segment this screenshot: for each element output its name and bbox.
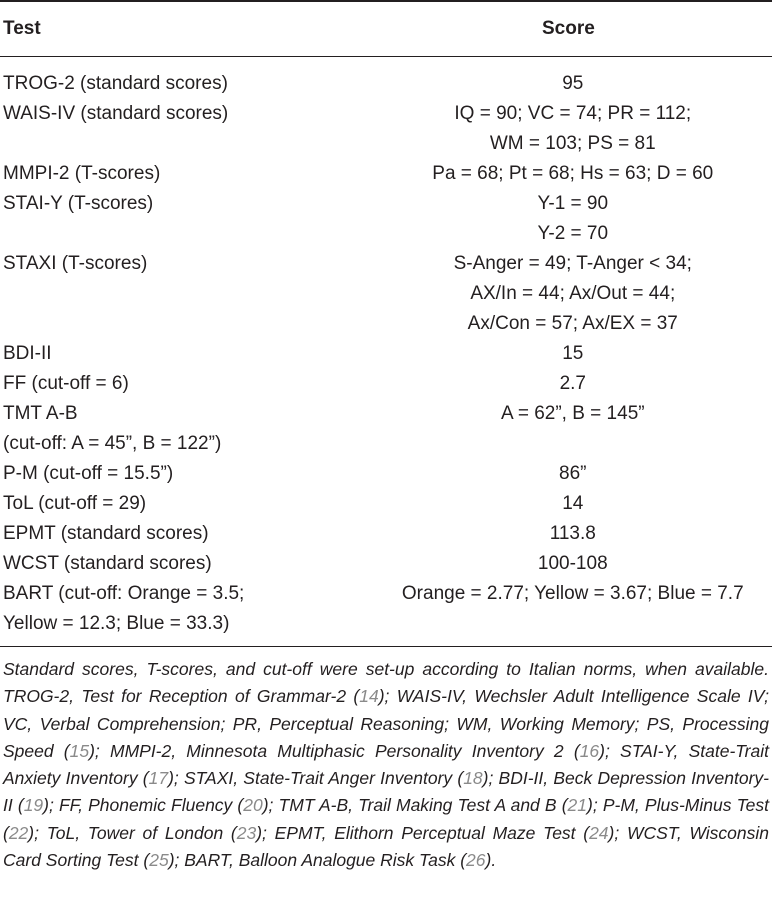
score-line: Y-2 = 70 — [537, 223, 609, 244]
table-row — [0, 579, 772, 639]
table-row — [0, 459, 772, 489]
score-line: 113.8 — [549, 523, 596, 544]
table-row — [0, 549, 772, 579]
score-line: S-Anger = 49; T-Anger < 34; — [453, 253, 692, 274]
test-name-line: ToL (cut-off = 29) — [3, 493, 147, 514]
score-line: WM = 103; PS = 81 — [489, 133, 656, 154]
footnote-text: ); ToL, Tower of London ( — [28, 822, 237, 843]
reference-link[interactable]: 24 — [589, 822, 609, 843]
footnote-text: ); STAI-Y, State-Trait Anxiety Inventory ( — [3, 740, 769, 789]
score-line: 100-108 — [537, 553, 608, 574]
score-line: Ax/Con = 57; Ax/EX = 37 — [467, 313, 678, 334]
score-line: 95 — [562, 73, 584, 94]
test-name-line: WAIS-IV (standard scores) — [3, 103, 229, 124]
test-name-cell — [0, 369, 374, 399]
test-name-cell — [0, 99, 374, 129]
table-row — [0, 519, 772, 549]
footnote-text: ); WAIS-IV, Wechsler Adult Intelligence Scale IV; VC, Verbal Comprehension; PR, Perceptual Reasoning; WM, Working Memory; PS, Processing Speed ( — [3, 686, 769, 761]
score-line: 86” — [559, 463, 587, 484]
score-cell — [374, 339, 772, 369]
footnote-text: ); WCST, Wisconsin Card Sorting Test ( — [3, 822, 770, 871]
test-name-line: P-M (cut-off = 15.5”) — [3, 463, 174, 484]
score-line: 2.7 — [559, 373, 586, 394]
reference-link[interactable]: 17 — [148, 768, 169, 789]
table-row — [0, 99, 772, 159]
test-name-cell — [0, 69, 374, 99]
table-row — [0, 189, 772, 249]
score-cell — [374, 519, 772, 549]
reference-link[interactable]: 19 — [23, 795, 44, 816]
table-top-rule — [0, 0, 772, 2]
table-footnote — [3, 656, 769, 874]
test-name-line: WCST (standard scores) — [3, 553, 212, 574]
reference-link[interactable]: 25 — [149, 850, 169, 871]
test-name-cell — [0, 459, 374, 489]
test-name-cell — [0, 489, 374, 519]
score-cell — [374, 369, 772, 399]
table-row — [0, 69, 772, 99]
test-name-cell — [0, 249, 374, 279]
test-name-line: MMPI-2 (T-scores) — [3, 163, 161, 184]
test-name-line: (cut-off: A = 45”, B = 122”) — [3, 433, 222, 454]
reference-link[interactable]: 21 — [567, 795, 588, 816]
reference-link[interactable]: 15 — [69, 740, 90, 761]
score-cell — [374, 459, 772, 489]
reference-link[interactable]: 20 — [243, 795, 263, 816]
reference-link[interactable]: 23 — [236, 822, 257, 843]
table-header-rule — [0, 56, 772, 57]
column-header-test: Test — [3, 18, 41, 39]
score-line: 15 — [562, 343, 584, 364]
column-header-score: Score — [542, 18, 595, 39]
score-cell — [374, 159, 772, 189]
reference-link[interactable]: 22 — [8, 822, 29, 843]
test-name-line: STAI-Y (T-scores) — [3, 193, 154, 214]
footnote-text: ); FF, Phonemic Fluency ( — [43, 795, 244, 816]
test-name-line: TMT A-B — [3, 403, 78, 424]
test-name-cell — [0, 339, 374, 369]
test-name-line: TROG-2 (standard scores) — [3, 73, 228, 94]
table-row — [0, 249, 772, 339]
score-line: Y-1 = 90 — [537, 193, 609, 214]
score-cell — [374, 579, 772, 609]
test-name-line: STAXI (T-scores) — [3, 253, 148, 274]
score-cell — [374, 189, 772, 249]
score-cell — [374, 99, 772, 159]
score-line: 14 — [562, 493, 584, 514]
test-name-cell — [0, 519, 374, 549]
footnote-text: Standard scores, T-scores, and cut-off were set-up according to Italian norms, when available. TROG-2, Test for Reception of Grammar-2 ( — [3, 659, 769, 707]
test-name-cell — [0, 399, 374, 459]
score-cell — [374, 549, 772, 579]
test-name-line: FF (cut-off = 6) — [3, 373, 129, 394]
table-bottom-rule — [0, 646, 772, 647]
table-row — [0, 369, 772, 399]
footnote-text: ); BDI-II, Beck Depression Inventory-II ( — [3, 768, 769, 816]
footnote-text: ). — [485, 850, 497, 871]
test-name-cell — [0, 549, 374, 579]
test-name-cell — [0, 159, 374, 189]
test-name-cell — [0, 579, 374, 639]
reference-link[interactable]: 16 — [579, 740, 600, 761]
footnote-text: ); EPMT, Elithorn Perceptual Maze Test ( — [256, 822, 590, 843]
test-name-line: BDI-II — [3, 343, 52, 364]
score-line: AX/In = 44; Ax/Out = 44; — [470, 283, 676, 304]
score-cell — [374, 249, 772, 339]
reference-link[interactable]: 14 — [359, 686, 379, 707]
footnote-text: ); P-M, Plus-Minus Test ( — [3, 795, 770, 843]
score-cell — [374, 489, 772, 519]
table-row — [0, 399, 772, 459]
score-line: Orange = 2.77; Yellow = 3.67; Blue = 7.7 — [401, 583, 744, 604]
test-name-line: BART (cut-off: Orange = 3.5; — [3, 583, 245, 604]
score-cell — [374, 69, 772, 99]
table-row — [0, 489, 772, 519]
footnote-text: ); TMT A-B, Trail Making Test A and B ( — [262, 795, 568, 816]
footnote-text: ); BART, Balloon Analogue Risk Task ( — [168, 850, 467, 871]
score-line: A = 62”, B = 145” — [500, 403, 645, 424]
score-line: IQ = 90; VC = 74; PR = 112; — [454, 103, 692, 124]
reference-link[interactable]: 18 — [463, 768, 483, 789]
score-cell — [374, 399, 772, 429]
table-row — [0, 159, 772, 189]
footnote-text: ); MMPI-2, Minnesota Multiphasic Personality Inventory 2 ( — [89, 740, 580, 761]
score-line: Pa = 68; Pt = 68; Hs = 63; D = 60 — [432, 163, 714, 184]
reference-link[interactable]: 26 — [466, 850, 486, 871]
test-name-line: Yellow = 12.3; Blue = 33.3) — [3, 613, 230, 634]
table-body — [0, 69, 772, 639]
test-name-line: EPMT (standard scores) — [3, 523, 209, 544]
table-row — [0, 339, 772, 369]
footnote-text: ); STAXI, State-Trait Anger Inventory ( — [168, 768, 464, 789]
test-name-cell — [0, 189, 374, 219]
